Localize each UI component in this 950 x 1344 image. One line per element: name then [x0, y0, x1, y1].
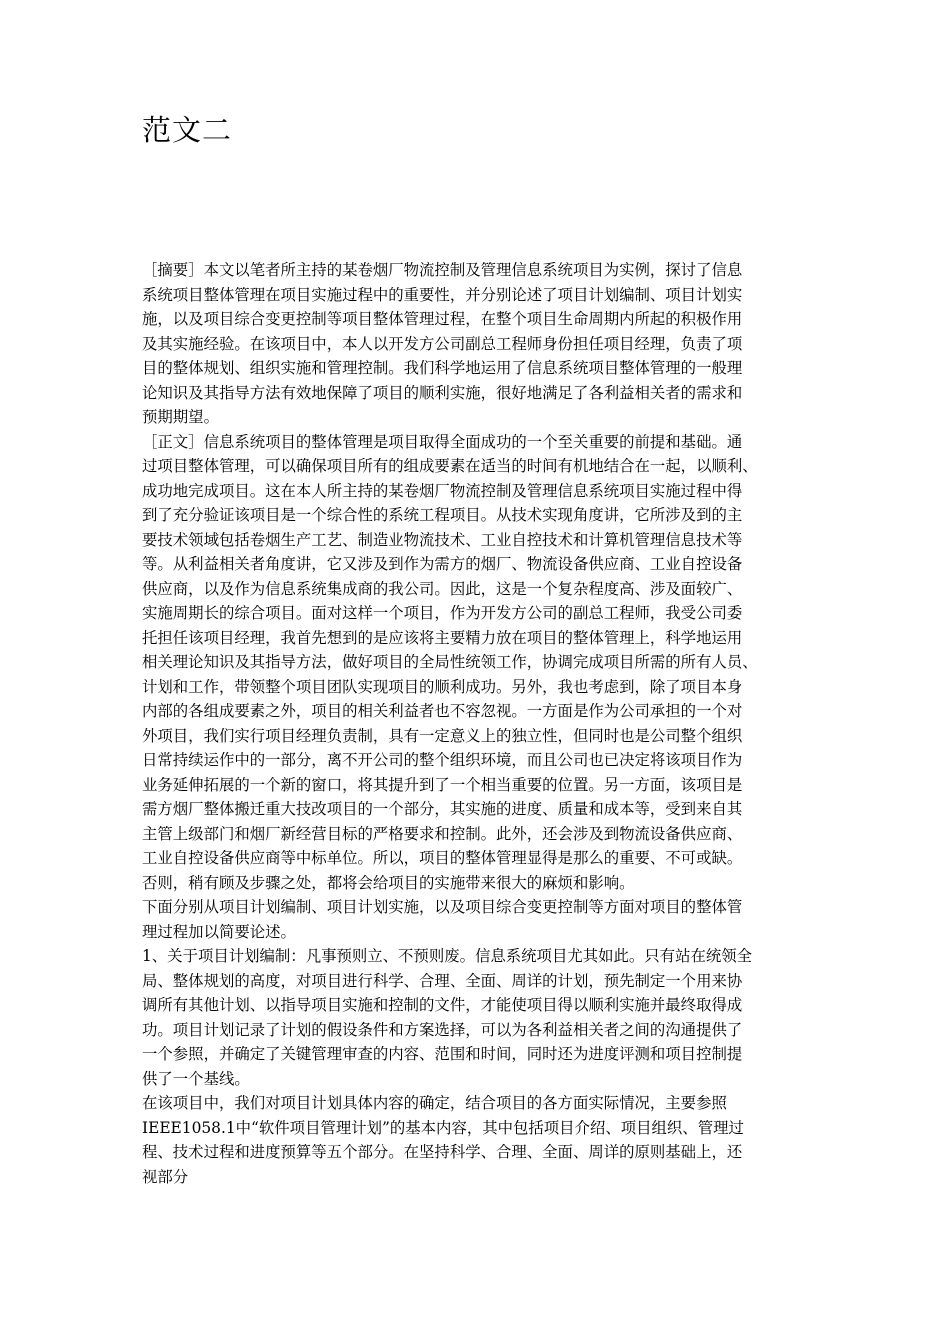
text-line: 否则，稍有顾及步骤之处，都将会给项目的实施带来很大的麻烦和影响。	[142, 873, 635, 892]
text-line: 相关理论知识及其指导方法，做好项目的全局性统领工作，协调完成项目所需的所有人员、	[142, 653, 758, 671]
text-line: 论知识及其指导方法有效地保障了项目的顺利实施，很好地满足了各利益相关者的需求和	[142, 383, 743, 402]
text-line: 供应商，以及作为信息系统集成商的我公司。因此，这是一个复杂程度高、涉及面较广、	[142, 579, 743, 598]
text-line: ［正文］信息系统项目的整体管理是项目取得全面成功的一个至关重要的前提和基础。通	[142, 432, 743, 451]
text-line: 系统项目整体管理在项目实施过程中的重要性，并分别论述了项目计划编制、项目计划实	[142, 285, 743, 304]
text-line: 业务延伸拓展的一个新的窗口，将其提升到了一个相当重要的位置。另一方面，该项目是	[142, 775, 743, 794]
text-line: 目的整体规划、组织实施和管理控制。我们科学地运用了信息系统项目整体管理的一般理	[142, 359, 743, 377]
page-title: 范文二	[142, 113, 233, 147]
text-line: 过项目整体管理，可以确保项目所有的组成要素在适当的时间有机地结合在一起，以顺利、	[142, 457, 758, 475]
text-line: 等。从利益相关者角度讲，它又涉及到作为需方的烟厂、物流设备供应商、工业自控设备	[142, 555, 743, 573]
text-line: 需方烟厂整体搬迁重大技改项目的一个部分，其实施的进度、质量和成本等，受到来自其	[142, 800, 743, 818]
text-line: 1、关于项目计划编制：凡事预则立、不预则废。信息系统项目尤其如此。只有站在统领全	[142, 947, 753, 965]
text-line: 局、整体规划的高度，对项目进行科学、合理、全面、周详的计划，预先制定一个用来协	[142, 971, 743, 990]
text-line: 在该项目中，我们对项目计划具体内容的确定，结合项目的各方面实际情况，主要参照	[142, 1094, 727, 1112]
text-line: 功。项目计划记录了计划的假设条件和方案选择，可以为各利益相关者之间的沟通提供了	[142, 1020, 743, 1039]
text-line: 供了一个基线。	[142, 1069, 250, 1088]
text-line: ［摘要］本文以笔者所主持的某卷烟厂物流控制及管理信息系统项目为实例，探讨了信息	[142, 261, 743, 279]
text-line: 托担任该项目经理，我首先想到的是应该将主要精力放在项目的整体管理上，科学地运用	[142, 628, 743, 647]
text-line: 一个参照，并确定了关键管理审查的内容、范围和时间，同时还为进度评测和项目控制提	[142, 1045, 743, 1063]
text-line: 实施周期长的综合项目。面对这样一个项目，作为开发方公司的副总工程师，我受公司委	[142, 604, 743, 622]
text-line: 要技术领域包括卷烟生产工艺、制造业物流技术、工业自控技术和计算机管理信息技术等	[142, 530, 743, 549]
text-line: 成功地完成项目。这在本人所主持的某卷烟厂物流控制及管理信息系统项目实施过程中得	[142, 481, 743, 500]
text-line: 施，以及项目综合变更控制等项目整体管理过程，在整个项目生命周期内所起的积极作用	[142, 310, 743, 328]
text-line: 预期期望。	[142, 408, 219, 426]
text-line: 理过程加以简要论述。	[142, 922, 296, 941]
text-line: 到了充分验证该项目是一个综合性的系统工程项目。从技术实现角度讲，它所涉及到的主	[142, 506, 743, 524]
text-line: 及其实施经验。在该项目中，本人以开发方公司副总工程师身份担任项目经理，负责了项	[142, 334, 743, 353]
text-line: 程、技术过程和进度预算等五个部分。在坚持科学、合理、全面、周详的原则基础上，还	[142, 1143, 743, 1161]
text-line: 内部的各组成要素之外，项目的相关利益者也不容忽视。一方面是作为公司承担的一个对	[142, 702, 743, 720]
article-body	[142, 258, 832, 1189]
text-line: 外项目，我们实行项目经理负责制，具有一定意义上的独立性，但同时也是公司整个组织	[142, 726, 743, 745]
text-line: 计划和工作，带领整个项目团队实现项目的顺利成功。另外，我也考虑到，除了项目本身	[142, 677, 743, 696]
text-line: 日常持续运作中的一部分，离不开公司的整个组织环境，而且公司也已决定将该项目作为	[142, 751, 743, 769]
text-line: 主管上级部门和烟厂新经营目标的严格要求和控制。此外，还会涉及到物流设备供应商、	[142, 824, 743, 843]
text-line: 下面分别从项目计划编制、项目计划实施，以及项目综合变更控制等方面对项目的整体管	[142, 898, 743, 916]
text-line: 工业自控设备供应商等中标单位。所以，项目的整体管理显得是那么的重要、不可或缺。	[142, 849, 743, 867]
text-line: IEEE1058.1中“软件项目管理计划”的基本内容，其中包括项目介绍、项目组织、管理过	[142, 1118, 744, 1137]
text-line: 视部分	[142, 1167, 189, 1186]
text-line: 调所有其他计划、以指导项目实施和控制的文件，才能使项目得以顺利实施并最终取得成	[142, 996, 743, 1014]
